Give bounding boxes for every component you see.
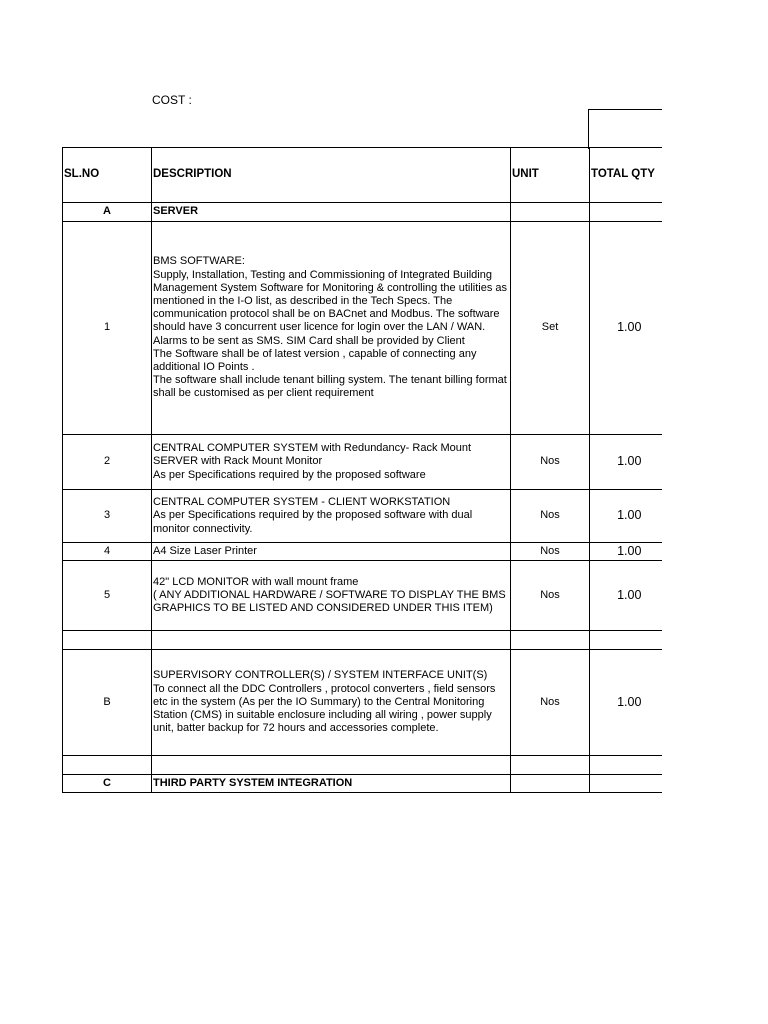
- table-row-empty: [63, 756, 669, 775]
- row-unit: [511, 775, 590, 793]
- bill-of-quantities-table: [62, 147, 669, 793]
- table-row: [63, 490, 669, 543]
- row-unit: Nos: [511, 561, 590, 631]
- row-qty: [590, 631, 669, 650]
- row-unit: Nos: [511, 543, 590, 561]
- row-unit: [511, 203, 590, 222]
- row-slno: 1: [63, 222, 152, 435]
- row-description: [152, 631, 511, 650]
- row-qty: [590, 756, 669, 775]
- row-slno: 5: [63, 561, 152, 631]
- table-row: [63, 561, 669, 631]
- header-total-qty: TOTAL QTY: [590, 148, 669, 203]
- row-description: SUPERVISORY CONTROLLER(S) / SYSTEM INTERFACE UNIT(S) To connect all the DDC Controllers , protocol converters , field sensors etc in the system (As per the IO Summary) to the Central Monitoring Station (CMS) in suitable enclosure including all wiring , power supply unit, batter backup for 72 hours and accessories complete.: [152, 650, 511, 756]
- row-description: THIRD PARTY SYSTEM INTEGRATION: [152, 775, 511, 793]
- row-unit: Nos: [511, 435, 590, 490]
- row-description: CENTRAL COMPUTER SYSTEM - CLIENT WORKSTATION As per Specifications required by the proposed software with dual monitor connectivity.: [152, 490, 511, 543]
- header-top-box: [588, 109, 669, 149]
- row-description: 42" LCD MONITOR with wall mount frame ( ANY ADDITIONAL HARDWARE / SOFTWARE TO DISPLAY THE BMS GRAPHICS TO BE LISTED AND CONSIDERED UNDER THIS ITEM): [152, 561, 511, 631]
- header-slno: SL.NO: [63, 148, 152, 203]
- row-slno: 4: [63, 543, 152, 561]
- row-description: CENTRAL COMPUTER SYSTEM with Redundancy- Rack Mount SERVER with Rack Mount Monitor As per Specifications required by the proposed software: [152, 435, 511, 490]
- row-unit: Nos: [511, 490, 590, 543]
- row-slno: [63, 756, 152, 775]
- table-row-empty: [63, 631, 669, 650]
- row-unit: Set: [511, 222, 590, 435]
- row-slno: [63, 631, 152, 650]
- table-row: [63, 650, 669, 756]
- table-row: [63, 203, 669, 222]
- cost-label: COST :: [152, 93, 192, 107]
- row-description: [152, 756, 511, 775]
- row-slno: A: [63, 203, 152, 222]
- row-slno: 2: [63, 435, 152, 490]
- page-edge-clip: [662, 100, 768, 820]
- row-slno: 3: [63, 490, 152, 543]
- row-unit: [511, 756, 590, 775]
- row-qty: 1.00: [590, 435, 669, 490]
- row-description: SERVER: [152, 203, 511, 222]
- row-qty: 1.00: [590, 650, 669, 756]
- table-row: [63, 222, 669, 435]
- row-qty: [590, 203, 669, 222]
- row-description: A4 Size Laser Printer: [152, 543, 511, 561]
- table-row: [63, 435, 669, 490]
- row-description: BMS SOFTWARE: Supply, Installation, Testing and Commissioning of Integrated Building Management System Software for Monitoring & controlling the utilities as mentioned in the I-O list, as described in the Tech Specs. The communication protocol shall be on BACnet and Modbus. The software should have 3 concurrent user licence for login over the LAN / WAN. Alarms to be sent as SMS. SIM Card shall be provided by Client The Software shall be of latest version , capable of connecting any additional IO Points . The software shall include tenant billing system. The tenant billing format shall be customised as per client requirement: [152, 222, 511, 435]
- row-qty: 1.00: [590, 543, 669, 561]
- header-unit: UNIT: [511, 148, 590, 203]
- row-qty: 1.00: [590, 222, 669, 435]
- row-qty: [590, 775, 669, 793]
- row-unit: [511, 631, 590, 650]
- row-slno: B: [63, 650, 152, 756]
- header-description: DESCRIPTION: [152, 148, 511, 203]
- header-row: [63, 148, 669, 203]
- table-row: [63, 543, 669, 561]
- row-unit: Nos: [511, 650, 590, 756]
- table-row: [63, 775, 669, 793]
- row-qty: 1.00: [590, 490, 669, 543]
- row-qty: 1.00: [590, 561, 669, 631]
- row-slno: C: [63, 775, 152, 793]
